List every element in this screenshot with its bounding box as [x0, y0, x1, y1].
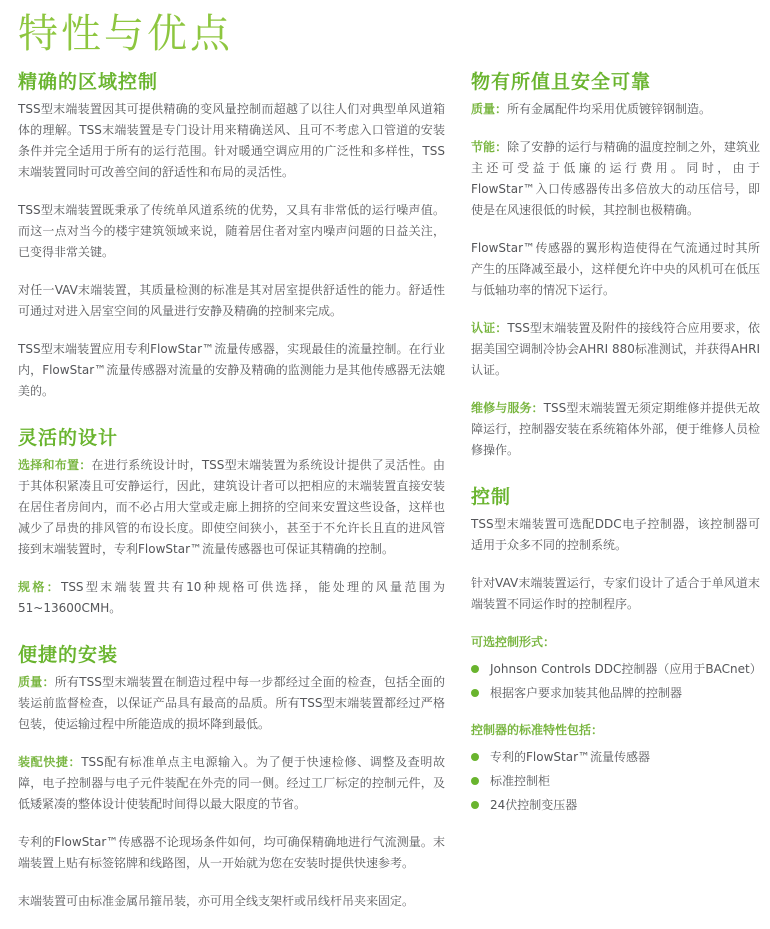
paragraph: [471, 318, 760, 381]
list-item: [471, 746, 760, 768]
paragraph: [18, 99, 445, 183]
paragraph-label: 选择和布置：: [18, 457, 92, 472]
controller-standard-features-group: [471, 720, 760, 816]
paragraph-label: 节能：: [471, 139, 508, 154]
paragraph-text: 末端装置可由标准金属吊箍吊装，亦可用全线支架杆或吊线杆吊夹来固定。: [18, 893, 415, 908]
paragraph: [471, 99, 760, 120]
optional-control-forms-group: [471, 632, 760, 704]
section-flexible-design: [18, 428, 445, 619]
section-heading: 物有所值且安全可靠: [471, 71, 652, 93]
paragraph: [471, 238, 760, 301]
paragraph-text: 所有TSS型末端装置在制造过程中每一步都经过全面的检查，包括全面的装运前监督检查，以保证产品具有最高的品质。所有TSS型末端装置都经过严格包装，使运输过程中所能造成的损坏降到最低。: [18, 674, 445, 731]
paragraph: [18, 200, 445, 263]
paragraph-text: TSS型末端装置既秉承了传统单风道系统的优势，又具有非常低的运行噪声值。而这一点对当今的楼宇建筑领域来说，随着居住者对室内噪声问题的日益关注，已变得非常关键。: [18, 202, 445, 259]
section-precise-zone-control: [18, 72, 445, 402]
right-column: [471, 72, 760, 832]
bullet-group-title: 可选控制形式：: [471, 634, 556, 649]
paragraph: [471, 573, 760, 615]
paragraph-text: 所有金属配件均采用优质镀锌钢制造。: [507, 101, 712, 116]
paragraph-text: TSS型末端装置无须定期维修并提供无故障运行，控制器安装在系统箱体外部，便于维修人员检修操作。: [471, 400, 760, 457]
paragraph: [18, 891, 445, 912]
paragraph-text: FlowStar™传感器的翼形构造使得在气流通过时其所产生的压降减至最小，这样便允许中央的风机可在低压与低轴功率的情况下运行。: [471, 240, 760, 297]
paragraph: [18, 672, 445, 735]
paragraph: [18, 752, 445, 815]
paragraph-label: 质量：: [18, 674, 55, 689]
left-column: [18, 72, 445, 929]
paragraph: [18, 339, 445, 402]
section-heading: 控制: [471, 485, 512, 508]
paragraph: [18, 577, 445, 619]
bullet-text: Johnson Controls DDC控制器（应用于BACnet）: [490, 661, 762, 676]
paragraph-text: TSS型末端装置应用专利FlowStar™流量传感器，实现最佳的流量控制。在行业内，FlowStar™流量传感器对流量的安静及精确的监测能力是其他传感器无法媲美的。: [18, 341, 445, 398]
paragraph: [471, 398, 760, 461]
paragraph: [18, 280, 445, 322]
bullet-group-title: 控制器的标准特性包括：: [471, 722, 604, 737]
paragraph-label: 维修与服务：: [471, 400, 544, 415]
paragraph-label: 规格：: [18, 579, 61, 594]
bullet-icon: [471, 777, 479, 785]
two-column-layout: [18, 72, 760, 929]
list-item: [471, 658, 760, 680]
bullet-icon: [471, 753, 479, 761]
section-heading: 精确的区域控制: [18, 71, 159, 93]
bullet-text: 专利的FlowStar™流量传感器: [490, 749, 651, 764]
paragraph: [18, 455, 445, 560]
paragraph-text: TSS型末端装置可选配DDC电子控制器，该控制器可适用于众多不同的控制系统。: [471, 516, 760, 552]
paragraph-text: TSS型末端装置及附件的接线符合应用要求，依据美国空调制冷协会AHRI 880标准测试，并获得AHRI认证。: [471, 320, 760, 377]
list-item: [471, 770, 760, 792]
paragraph-text: TSS型末端装置共有10种规格可供选择，能处理的风量范围为51~13600CMH。: [18, 579, 445, 615]
bullet-icon: [471, 689, 479, 697]
list-item: [471, 794, 760, 816]
paragraph-label: 认证：: [471, 320, 508, 335]
paragraph-text: TSS配有标准单点主电源输入。为了便于快速检修、调整及查明故障，电子控制器与电子元件装配在外壳的同一侧。经过工厂标定的控制元件，及低矮紧凑的整体设计使装配时间得以最大限度的节省。: [18, 754, 445, 811]
paragraph-text: 专利的FlowStar™传感器不论现场条件如何，均可确保精确地进行气流测量。末端装置上贴有标签铭牌和线路图，从一开始就为您在安装时提供快速参考。: [18, 834, 445, 870]
paragraph: [471, 514, 760, 556]
paragraph-text: 在进行系统设计时，TSS型末端装置为系统设计提供了灵活性。由于其体积紧凑且可安静运行，因此，建筑设计者可以把相应的末端装置直接安装在居住者房间内，而不必占用大堂或走廊上拥挤的空间来安置这些设备，这样也减少了昂贵的排风管的布设长度。即使空间狭小，甚至于不允许长且直的进风管接到末端装置时，专利FlowStar™流量传感器也可保证其精确的控制。: [18, 457, 445, 556]
section-heading: 灵活的设计: [18, 426, 119, 449]
paragraph-label: 质量：: [471, 101, 508, 116]
bullet-list: [471, 746, 760, 816]
paragraph-text: 除了安静的运行与精确的温度控制之外，建筑业主还可受益于低廉的运行费用。同时，由于FlowStar™入口传感器传出多倍放大的动压信号，即使是在风速很低的时候，其控制也极精确。: [471, 139, 760, 217]
paragraph-text: 对任一VAV末端装置，其质量检测的标准是其对居室提供舒适性的能力。舒适性可通过对进入居室空间的风量进行安静及精确的控制来完成。: [18, 282, 445, 318]
page-title: 特性与优点: [18, 11, 233, 57]
section-value-and-reliability: [471, 72, 760, 461]
paragraph-label: 装配快捷：: [18, 754, 82, 769]
bullet-text: 标准控制柜: [490, 773, 551, 788]
bullet-text: 根据客户要求加装其他品牌的控制器: [490, 685, 683, 700]
bullet-list: [471, 658, 760, 704]
section-heading: 便捷的安装: [18, 643, 119, 666]
section-control: [471, 487, 760, 816]
list-item: [471, 682, 760, 704]
section-convenient-installation: [18, 645, 445, 912]
paragraph-text: TSS型末端装置因其可提供精确的变风量控制而超越了以往人们对典型单风道箱体的理解。TSS末端装置是专门设计用来精确送风、且可不考虑入口管道的安装条件并完全适用于所有的运行范围。针对暖通空调应用的广泛性和多样性，TSS末端装置同时可改善空间的舒适性和布局的灵活性。: [18, 101, 445, 179]
bullet-text: 24伏控制变压器: [490, 797, 578, 812]
bullet-icon: [471, 665, 479, 673]
paragraph: [18, 832, 445, 874]
paragraph: [471, 137, 760, 221]
bullet-icon: [471, 801, 479, 809]
paragraph-text: 针对VAV末端装置运行，专家们设计了适合于单风道末端装置不同运作时的控制程序。: [471, 575, 760, 611]
